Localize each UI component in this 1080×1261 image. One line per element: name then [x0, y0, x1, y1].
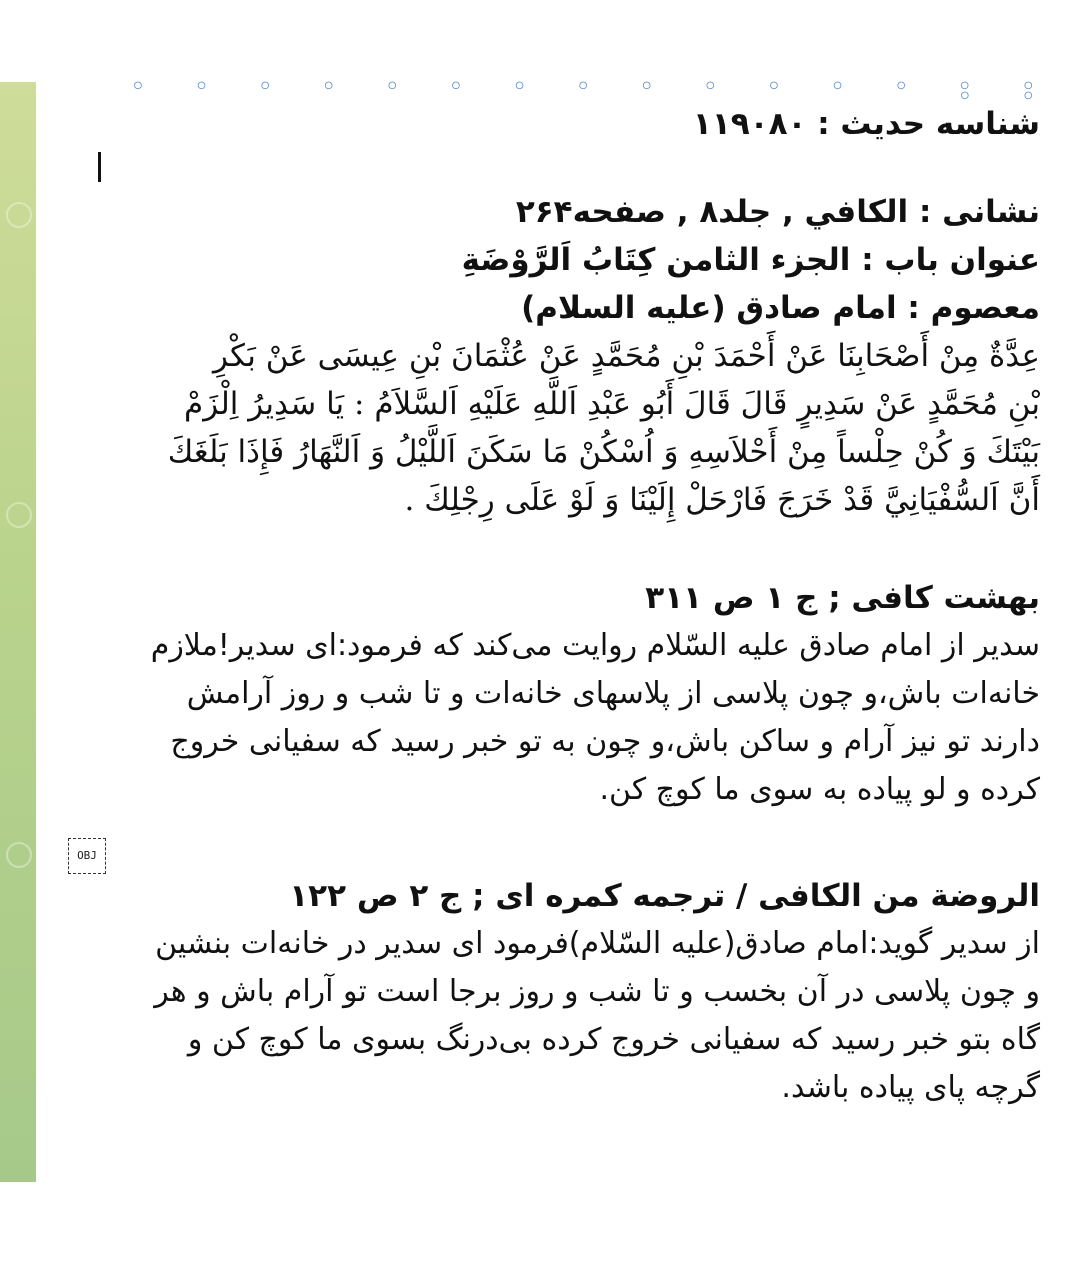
cropped-previous-line: ◦ ◦ ◦ ◦ ◦ ◦ ◦ ◦ ◦ ◦ ◦ ◦ ◦ ◦ ◦ ◦ ◦	[130, 72, 1056, 112]
source-label: نشانی :	[918, 194, 1040, 230]
message-content	[72, 100, 1040, 1112]
translation1-line: سدیر از امام صادق علیه السّلام روایت می‌کند که فرمود:ای سدیر!ملازم	[150, 628, 1040, 663]
source-line	[72, 188, 1040, 236]
translation1-line: خانه‌ات باش،و چون پلاسی از پلاسهای خانه‌ات و تا شب و روز آرامش	[186, 676, 1040, 711]
infallible-label: معصوم :	[907, 290, 1040, 326]
hadith-line: بَيْتَكَ وَ كُنْ حِلْساً مِنْ أَحْلاَسِهِ وَ اُسْكُنْ مَا سَكَنَ اَللَّيْلُ وَ اَلنَّهَارُ فَإِذَا بَلَغَكَ	[167, 434, 1040, 470]
chat-wallpaper	[0, 82, 36, 1182]
hadith-id-line	[72, 100, 1040, 148]
chapter-label: عنوان باب :	[861, 242, 1040, 278]
hadith-line: أَنَّ اَلسُّفْيَانِيَّ قَدْ خَرَجَ فَارْحَلْ إِلَيْنَا وَ لَوْ عَلَى رِجْلِكَ .	[404, 482, 1040, 518]
translation1-line: دارند تو نیز آرام و ساکن باش،و چون به تو خبر رسید که سفیانی خروج	[170, 724, 1040, 759]
translation1-heading: بهشت کافی ; ج ۱ ص ۳۱۱	[645, 580, 1040, 616]
message-bubble[interactable]	[36, 72, 1080, 1182]
translation1-line: کرده و لو پیاده به سوی ما کوچ کن.	[599, 772, 1040, 807]
wallpaper-doodle	[6, 842, 32, 868]
chapter-value: الجزء الثامن كِتَابُ اَلرَّوْضَةِ	[461, 242, 851, 278]
hadith-id-label: شناسه حدیث :	[817, 106, 1040, 142]
translation2-line: گاه بتو خبر رسید که سفیانی خروج کرده بی‌درنگ بسوی ما کوچ کن و	[187, 1022, 1040, 1057]
hadith-line: بْنِ مُحَمَّدٍ عَنْ سَدِيرٍ قَالَ قَالَ أَبُو عَبْدِ اَللَّهِ عَلَيْهِ اَلسَّلاَمُ : يَا سَدِيرُ اِلْزَمْ	[184, 386, 1040, 422]
translation2-text	[72, 920, 1040, 1112]
hadith-line: عِدَّةٌ مِنْ أَصْحَابِنَا عَنْ أَحْمَدَ بْنِ مُحَمَّدٍ عَنْ عُثْمَانَ بْنِ عِيسَى عَنْ بَكْرِ	[213, 338, 1040, 374]
object-placeholder: OBJ	[68, 838, 106, 874]
chapter-line	[72, 236, 1040, 284]
infallible-line	[72, 284, 1040, 332]
translation1-text	[72, 622, 1040, 814]
translation2-line: گرچه پای پیاده باشد.	[781, 1070, 1040, 1105]
wallpaper-doodle	[6, 202, 32, 228]
hadith-arabic-text	[72, 332, 1040, 524]
source-value: الکافي , جلد۸ , صفحه۲۶۴	[515, 194, 909, 230]
wallpaper-doodle	[6, 502, 32, 528]
translation2-heading: الروضة من الکافی / ترجمه کمره ای ; ج ۲ ص ۱۲۲	[289, 878, 1040, 914]
translation2-line: و چون پلاسی در آن بخسب و تا شب و روز برجا است تو آرام باش و هر	[154, 974, 1040, 1009]
hadith-id-value: ۱۱۹۰۸۰	[692, 106, 807, 142]
translation2-line: از سدیر گوید:امام صادق(علیه السّلام)فرمود ای سدیر در خانه‌ات بنشین	[155, 926, 1040, 961]
infallible-value: امام صادق (علیه السلام)	[521, 290, 897, 326]
